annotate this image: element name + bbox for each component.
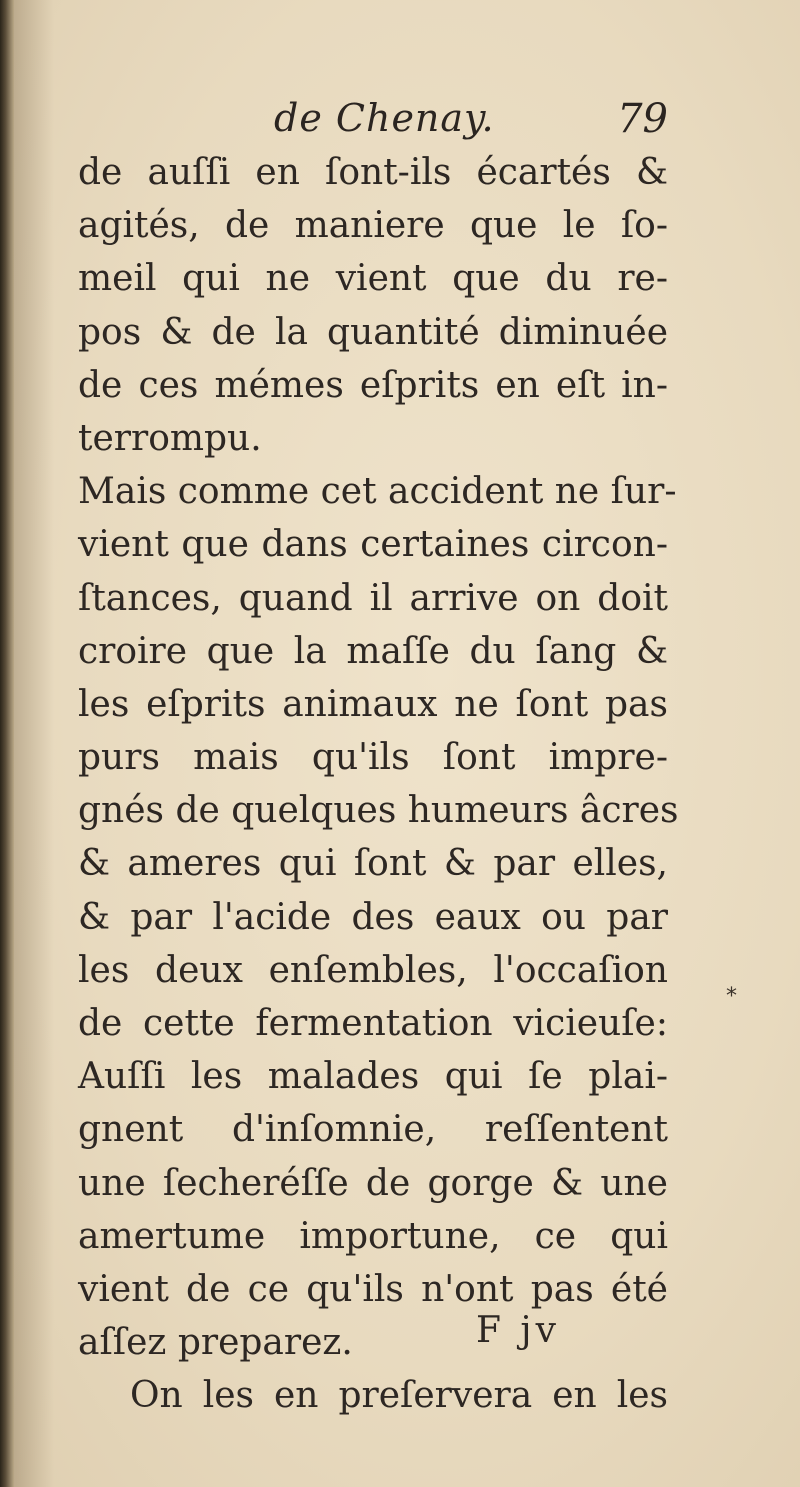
text-line: une ſecheréſſe de gorge & une xyxy=(78,1162,668,1204)
text-line: vient que dans certaines circon- xyxy=(78,524,668,566)
text-line: vient de ce qu'ils n'ont pas été xyxy=(78,1268,668,1310)
text-line: Auſſi les malades qui ſe plai- xyxy=(78,1056,668,1098)
gutter-shadow xyxy=(14,0,54,1487)
text-line: & par l'acide des eaux ou par xyxy=(78,896,668,938)
text-line: terrompu. xyxy=(78,417,262,459)
text-line: amertume importune, ce qui xyxy=(78,1215,668,1257)
text-line: les eſprits animaux ne ſont pas xyxy=(78,683,668,725)
text-line: de ces mémes eſprits en eſt in- xyxy=(78,364,668,406)
text-line: de auſſi en ſont-ils écartés & xyxy=(78,152,668,193)
text-line: gnent d'inſomnie, reſſentent xyxy=(78,1109,668,1151)
text-line: On les en preſervera en les xyxy=(130,1375,668,1417)
running-head: de Chenay. xyxy=(274,96,495,140)
text-line: ſtances, quand il arrive on doit xyxy=(78,577,668,619)
text-line: les deux enſembles, l'occaſion xyxy=(78,949,668,991)
text-line: gnés de quelques humeurs âcres xyxy=(78,790,679,832)
margin-mark: * xyxy=(726,984,737,1009)
text-line: Mais comme cet accident ne ſur- xyxy=(78,471,677,513)
text-line: & ameres qui ſont & par elles, xyxy=(78,843,668,885)
page-number: 79 xyxy=(617,96,668,142)
text-line: pos & de la quantité diminuée xyxy=(78,311,668,353)
text-line: agités, de maniere que le ſo- xyxy=(78,205,668,247)
text-line: purs mais qu'ils ſont impre- xyxy=(78,737,668,779)
text-line: de cette fermentation vicieuſe: xyxy=(78,1003,668,1044)
text-line: aſſez preparez. xyxy=(78,1322,353,1364)
signature-mark: F jv xyxy=(476,1310,560,1351)
text-line: meil qui ne vient que du re- xyxy=(78,258,668,300)
page-gutter xyxy=(0,0,14,1487)
text-line: croire que la maſſe du ſang & xyxy=(78,630,668,672)
body-text xyxy=(78,146,679,1423)
